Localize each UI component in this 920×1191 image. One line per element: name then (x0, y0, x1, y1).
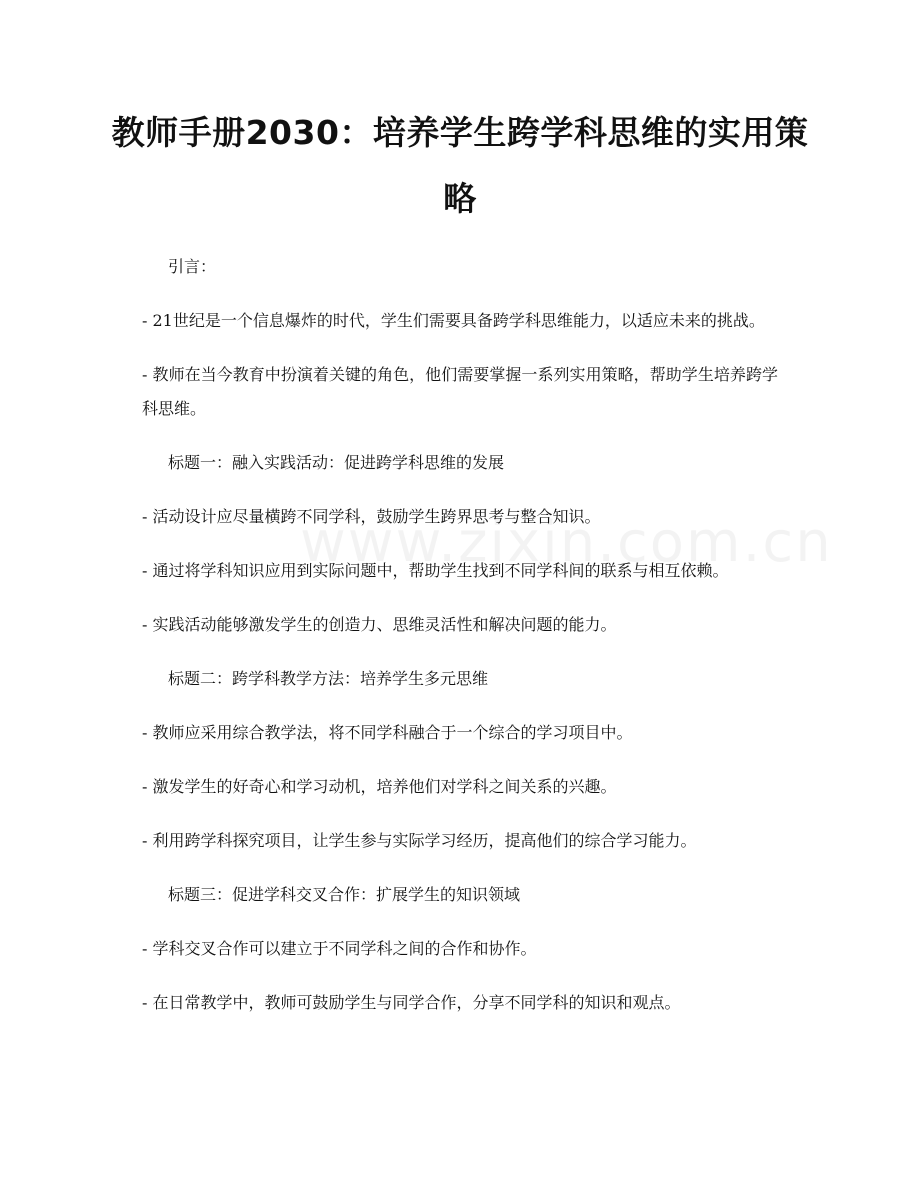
bullet-paragraph: - 教师应采用综合教学法，将不同学科融合于一个综合的学习项目中。 (142, 723, 633, 742)
bullet-paragraph: - 通过将学科知识应用到实际问题中，帮助学生找到不同学科间的联系与相互依赖。 (142, 561, 729, 580)
bullet-paragraph: - 实践活动能够激发学生的创造力、思维灵活性和解决问题的能力。 (142, 615, 617, 634)
bullet-paragraph: - 活动设计应尽量横跨不同学科，鼓励学生跨界思考与整合知识。 (142, 507, 601, 526)
bullet-paragraph: - 利用跨学科探究项目，让学生参与实际学习经历，提高他们的综合学习能力。 (142, 831, 697, 850)
intro-heading: 引言： (168, 257, 217, 276)
bullet-paragraph: - 激发学生的好奇心和学习动机，培养他们对学科之间关系的兴趣。 (142, 777, 617, 796)
document-body (142, 250, 778, 1040)
bullet-paragraph: - 教师在当今教育中扮演着关键的角色，他们需要掌握一系列实用策略，帮助学生培养跨学科思维。 (142, 365, 778, 418)
section-heading: 标题一：融入实践活动：促进跨学科思维的发展 (168, 453, 505, 472)
section-heading: 标题三：促进学科交叉合作：扩展学生的知识领域 (168, 885, 521, 904)
section-heading: 标题二：跨学科教学方法：培养学生多元思维 (168, 669, 489, 688)
document-title: 教师手册2030：培养学生跨学科思维的实用策略 (111, 113, 809, 218)
bullet-paragraph: - 21世纪是一个信息爆炸的时代，学生们需要具备跨学科思维能力，以适应未来的挑战。 (142, 311, 765, 330)
bullet-paragraph: - 学科交叉合作可以建立于不同学科之间的合作和协作。 (142, 939, 537, 958)
bullet-paragraph: - 在日常教学中，教师可鼓励学生与同学合作，分享不同学科的知识和观点。 (142, 993, 681, 1012)
